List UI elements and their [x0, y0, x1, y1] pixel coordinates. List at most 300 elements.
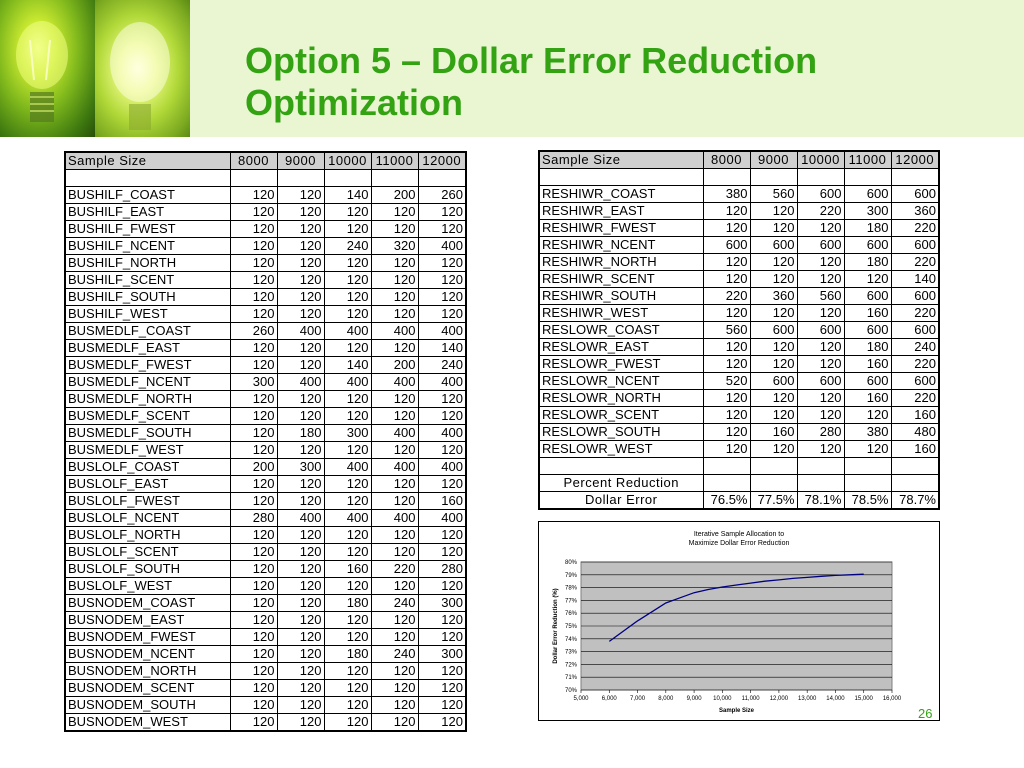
sample-value-cell: 120	[277, 238, 324, 255]
table-row	[65, 527, 466, 544]
sample-value-cell: 400	[418, 459, 466, 476]
sample-value-cell: 260	[418, 187, 466, 204]
segment-name-cell: BUSMEDLF_NCENT	[65, 374, 230, 391]
table-row	[65, 323, 466, 340]
sample-value-cell: 160	[844, 305, 891, 322]
sample-value-cell: 400	[371, 459, 418, 476]
sample-value-cell: 120	[797, 356, 844, 373]
sample-value-cell: 120	[277, 442, 324, 459]
sample-value-cell: 120	[277, 408, 324, 425]
spacer-cell	[891, 475, 939, 492]
table-row	[65, 612, 466, 629]
sample-value-cell: 300	[324, 425, 371, 442]
sample-value-cell: 120	[418, 697, 466, 714]
sample-value-cell: 120	[371, 493, 418, 510]
sample-value-cell: 160	[891, 441, 939, 458]
sample-value-cell: 560	[703, 322, 750, 339]
sample-value-cell: 120	[277, 663, 324, 680]
sample-value-cell: 120	[277, 544, 324, 561]
sample-value-cell: 380	[844, 424, 891, 441]
column-header: 11000	[844, 151, 891, 169]
sample-value-cell: 120	[703, 271, 750, 288]
sample-value-cell: 240	[371, 646, 418, 663]
x-tick-label: 6,000	[601, 696, 617, 702]
sample-value-cell: 120	[277, 612, 324, 629]
sample-value-cell: 220	[891, 390, 939, 407]
column-header: 10000	[797, 151, 844, 169]
column-header: 8000	[703, 151, 750, 169]
y-tick-label: 79%	[564, 572, 577, 579]
percent-reduction-row	[539, 475, 939, 492]
table-row	[65, 425, 466, 442]
sample-value-cell: 360	[891, 203, 939, 220]
sample-value-cell: 180	[844, 220, 891, 237]
segment-name-cell: BUSLOLF_EAST	[65, 476, 230, 493]
sample-value-cell: 180	[324, 646, 371, 663]
sample-value-cell: 560	[797, 288, 844, 305]
sample-value-cell: 120	[230, 663, 277, 680]
sample-value-cell: 120	[230, 238, 277, 255]
sample-value-cell: 120	[277, 561, 324, 578]
dollar-error-row	[539, 492, 939, 510]
sample-value-cell: 400	[371, 425, 418, 442]
sample-value-cell: 520	[703, 373, 750, 390]
sample-value-cell: 120	[750, 356, 797, 373]
spacer-cell	[750, 475, 797, 492]
sample-value-cell: 600	[703, 237, 750, 254]
left-table-spacer-row	[65, 170, 466, 187]
sample-value-cell: 120	[797, 305, 844, 322]
sample-value-cell: 120	[230, 425, 277, 442]
table-row	[539, 322, 939, 339]
table-row	[65, 289, 466, 306]
percent-reduction-label: Percent Reduction	[539, 475, 703, 492]
table-row	[65, 493, 466, 510]
segment-name-cell: BUSHILF_SOUTH	[65, 289, 230, 306]
table-row	[539, 271, 939, 288]
segment-name-cell: BUSHILF_NORTH	[65, 255, 230, 272]
sample-value-cell: 120	[277, 306, 324, 323]
sample-value-cell: 120	[230, 272, 277, 289]
dollar-error-chart	[538, 521, 940, 721]
sample-value-cell: 120	[324, 289, 371, 306]
table-row	[65, 204, 466, 221]
sample-value-cell: 120	[703, 254, 750, 271]
sample-value-cell: 400	[277, 510, 324, 527]
sample-value-cell: 120	[324, 391, 371, 408]
sample-value-cell: 120	[324, 476, 371, 493]
segment-name-cell: BUSLOLF_SCENT	[65, 544, 230, 561]
sample-value-cell: 120	[230, 680, 277, 697]
sample-value-cell: 180	[844, 254, 891, 271]
percent-reduction-value: 78.5%	[844, 492, 891, 510]
table-row	[65, 476, 466, 493]
sample-value-cell: 120	[371, 255, 418, 272]
segment-name-cell: BUSLOLF_FWEST	[65, 493, 230, 510]
sample-value-cell: 120	[418, 476, 466, 493]
table-row	[65, 221, 466, 238]
sample-value-cell: 160	[844, 356, 891, 373]
sample-value-cell: 120	[230, 646, 277, 663]
sample-value-cell: 600	[750, 373, 797, 390]
sample-value-cell: 240	[371, 595, 418, 612]
sample-value-cell: 120	[230, 612, 277, 629]
sample-value-cell: 120	[750, 254, 797, 271]
table-row	[539, 390, 939, 407]
slide-title-line2: Optimization	[245, 82, 463, 123]
sample-value-cell: 400	[418, 323, 466, 340]
sample-value-cell: 180	[324, 595, 371, 612]
sample-value-cell: 120	[277, 289, 324, 306]
segment-name-cell: BUSNODEM_COAST	[65, 595, 230, 612]
sample-value-cell: 300	[230, 374, 277, 391]
segment-name-cell: RESLOWR_NCENT	[539, 373, 703, 390]
chart-title-line1: Iterative Sample Allocation to	[693, 531, 785, 538]
sample-value-cell: 120	[371, 663, 418, 680]
sample-value-cell: 120	[418, 272, 466, 289]
sample-value-cell: 360	[750, 288, 797, 305]
table-row	[65, 374, 466, 391]
sample-value-cell: 300	[418, 595, 466, 612]
row-header-label: Sample Size	[539, 151, 703, 169]
segment-name-cell: BUSNODEM_NCENT	[65, 646, 230, 663]
bulb-icon	[0, 0, 95, 137]
sample-value-cell: 120	[277, 680, 324, 697]
table-row	[65, 646, 466, 663]
sample-value-cell: 120	[230, 544, 277, 561]
sample-value-cell: 280	[418, 561, 466, 578]
sample-value-cell: 120	[277, 187, 324, 204]
segment-name-cell: BUSMEDLF_SCENT	[65, 408, 230, 425]
table-row	[539, 305, 939, 322]
segment-name-cell: BUSMEDLF_EAST	[65, 340, 230, 357]
sample-value-cell: 400	[324, 323, 371, 340]
sample-value-cell: 200	[371, 357, 418, 374]
sample-value-cell: 120	[371, 391, 418, 408]
sample-value-cell: 480	[891, 424, 939, 441]
sample-value-cell: 120	[277, 595, 324, 612]
segment-name-cell: RESHIWR_FWEST	[539, 220, 703, 237]
segment-name-cell: RESLOWR_WEST	[539, 441, 703, 458]
sample-value-cell: 400	[277, 374, 324, 391]
spacer-cell	[418, 170, 466, 187]
table-row	[65, 578, 466, 595]
sample-value-cell: 120	[277, 629, 324, 646]
sample-value-cell: 160	[891, 407, 939, 424]
sample-value-cell: 140	[324, 187, 371, 204]
sample-value-cell: 120	[230, 527, 277, 544]
title-banner	[0, 0, 1024, 137]
sample-value-cell: 400	[418, 510, 466, 527]
sample-value-cell: 120	[324, 629, 371, 646]
y-tick-label: 75%	[564, 624, 577, 630]
table-row	[65, 272, 466, 289]
page-number: 26	[918, 706, 933, 721]
sample-value-cell: 120	[797, 339, 844, 356]
sample-value-cell: 200	[371, 187, 418, 204]
sample-value-cell: 120	[324, 442, 371, 459]
pct-spacer-row	[539, 458, 939, 475]
sample-value-cell: 120	[371, 544, 418, 561]
table-row	[65, 238, 466, 255]
slide-title	[245, 40, 817, 124]
segment-name-cell: BUSMEDLF_WEST	[65, 442, 230, 459]
sample-value-cell: 160	[418, 493, 466, 510]
sample-value-cell: 120	[230, 340, 277, 357]
sample-value-cell: 120	[703, 339, 750, 356]
segment-name-cell: BUSNODEM_WEST	[65, 714, 230, 732]
sample-value-cell: 240	[324, 238, 371, 255]
table-row	[539, 339, 939, 356]
dollar-error-label: Dollar Error	[539, 492, 703, 510]
segment-name-cell: RESLOWR_EAST	[539, 339, 703, 356]
segment-name-cell: BUSNODEM_SCENT	[65, 680, 230, 697]
table-row	[539, 186, 939, 203]
segment-name-cell: BUSHILF_FWEST	[65, 221, 230, 238]
table-row	[65, 255, 466, 272]
sample-value-cell: 300	[277, 459, 324, 476]
table-row	[539, 373, 939, 390]
column-header: 9000	[277, 152, 324, 170]
spacer-cell	[750, 458, 797, 475]
table-row	[65, 663, 466, 680]
segment-name-cell: BUSMEDLF_NORTH	[65, 391, 230, 408]
segment-name-cell: RESHIWR_NCENT	[539, 237, 703, 254]
sample-value-cell: 300	[418, 646, 466, 663]
percent-reduction-value: 77.5%	[750, 492, 797, 510]
segment-name-cell: RESHIWR_SOUTH	[539, 288, 703, 305]
chart-svg	[539, 522, 939, 720]
sample-value-cell: 120	[230, 578, 277, 595]
sample-value-cell: 220	[891, 254, 939, 271]
table-row	[539, 441, 939, 458]
sample-value-cell: 120	[703, 390, 750, 407]
table-row	[65, 595, 466, 612]
sample-value-cell: 120	[230, 306, 277, 323]
spacer-cell	[797, 169, 844, 186]
sample-value-cell: 120	[371, 697, 418, 714]
sample-value-cell: 120	[418, 714, 466, 732]
x-tick-label: 10,000	[713, 696, 732, 702]
sample-value-cell: 120	[418, 680, 466, 697]
sample-value-cell: 120	[371, 629, 418, 646]
sample-value-cell: 120	[371, 714, 418, 732]
lightbulb-image	[0, 0, 190, 137]
sample-value-cell: 120	[277, 578, 324, 595]
segment-name-cell: RESHIWR_WEST	[539, 305, 703, 322]
spacer-cell	[703, 458, 750, 475]
sample-value-cell: 120	[844, 407, 891, 424]
x-tick-label: 9,000	[686, 696, 702, 702]
sample-value-cell: 120	[371, 442, 418, 459]
sample-value-cell: 400	[371, 510, 418, 527]
table-row	[539, 220, 939, 237]
segment-name-cell: RESLOWR_NORTH	[539, 390, 703, 407]
table-row	[539, 203, 939, 220]
sample-value-cell: 180	[277, 425, 324, 442]
sample-value-cell: 400	[371, 374, 418, 391]
y-tick-label: 74%	[564, 636, 577, 643]
sample-value-cell: 120	[418, 663, 466, 680]
sample-value-cell: 120	[324, 408, 371, 425]
sample-value-cell: 120	[750, 339, 797, 356]
sample-value-cell: 600	[891, 373, 939, 390]
table-row	[65, 459, 466, 476]
table-row	[65, 629, 466, 646]
sample-value-cell: 220	[891, 305, 939, 322]
sample-value-cell: 120	[324, 714, 371, 732]
segment-name-cell: BUSNODEM_SOUTH	[65, 697, 230, 714]
x-tick-label: 11,000	[741, 696, 760, 702]
sample-value-cell: 120	[324, 663, 371, 680]
segment-name-cell: RESLOWR_SCENT	[539, 407, 703, 424]
right-allocation-table	[538, 150, 940, 510]
table-row	[65, 357, 466, 374]
table-row	[539, 237, 939, 254]
bulb-panel-right	[95, 0, 190, 137]
x-axis-label: Sample Size	[718, 708, 755, 714]
sample-value-cell: 120	[230, 697, 277, 714]
sample-value-cell: 120	[703, 441, 750, 458]
x-tick-label: 15,000	[854, 696, 873, 702]
sample-value-cell: 240	[891, 339, 939, 356]
sample-value-cell: 120	[324, 612, 371, 629]
spacer-cell	[797, 458, 844, 475]
column-header: 9000	[750, 151, 797, 169]
sample-value-cell: 120	[324, 272, 371, 289]
table-row	[65, 187, 466, 204]
sample-value-cell: 280	[230, 510, 277, 527]
sample-value-cell: 200	[230, 459, 277, 476]
column-header: 11000	[371, 152, 418, 170]
sample-value-cell: 120	[230, 289, 277, 306]
sample-value-cell: 160	[324, 561, 371, 578]
sample-value-cell: 120	[797, 407, 844, 424]
sample-value-cell: 120	[750, 220, 797, 237]
right-table-spacer-row	[539, 169, 939, 186]
segment-name-cell: BUSLOLF_WEST	[65, 578, 230, 595]
left-allocation-table	[64, 151, 467, 732]
bulb-panel-left	[0, 0, 95, 137]
percent-reduction-value: 76.5%	[703, 492, 750, 510]
sample-value-cell: 600	[844, 322, 891, 339]
table-row	[65, 697, 466, 714]
sample-value-cell: 120	[703, 305, 750, 322]
table-row	[65, 442, 466, 459]
sample-value-cell: 180	[844, 339, 891, 356]
segment-name-cell: BUSHILF_SCENT	[65, 272, 230, 289]
x-tick-label: 8,000	[658, 696, 674, 702]
sample-value-cell: 600	[891, 322, 939, 339]
sample-value-cell: 220	[891, 220, 939, 237]
sample-value-cell: 120	[230, 357, 277, 374]
sample-value-cell: 120	[277, 221, 324, 238]
sample-value-cell: 120	[371, 527, 418, 544]
segment-name-cell: BUSLOLF_COAST	[65, 459, 230, 476]
table-row	[65, 408, 466, 425]
sample-value-cell: 120	[324, 221, 371, 238]
sample-value-cell: 120	[750, 203, 797, 220]
segment-name-cell: BUSLOLF_NCENT	[65, 510, 230, 527]
spacer-cell	[844, 475, 891, 492]
sample-value-cell: 120	[418, 306, 466, 323]
right-table-header-row	[539, 151, 939, 169]
sample-value-cell: 260	[230, 323, 277, 340]
x-tick-label: 16,000	[882, 696, 902, 702]
sample-value-cell: 600	[891, 237, 939, 254]
table-row	[65, 306, 466, 323]
segment-name-cell: BUSLOLF_NORTH	[65, 527, 230, 544]
sample-value-cell: 400	[324, 510, 371, 527]
sample-value-cell: 120	[371, 408, 418, 425]
sample-value-cell: 120	[750, 305, 797, 322]
sample-value-cell: 600	[797, 186, 844, 203]
table-row	[539, 424, 939, 441]
sample-value-cell: 600	[797, 322, 844, 339]
y-tick-label: 76%	[564, 611, 577, 618]
sample-value-cell: 120	[844, 441, 891, 458]
sample-value-cell: 380	[703, 186, 750, 203]
segment-name-cell: BUSMEDLF_SOUTH	[65, 425, 230, 442]
sample-value-cell: 600	[844, 186, 891, 203]
sample-value-cell: 400	[371, 323, 418, 340]
spacer-cell	[844, 458, 891, 475]
sample-value-cell: 120	[750, 441, 797, 458]
x-tick-label: 12,000	[769, 696, 789, 702]
table-row	[539, 254, 939, 271]
spacer-cell	[703, 169, 750, 186]
sample-value-cell: 240	[418, 357, 466, 374]
sample-value-cell: 120	[797, 441, 844, 458]
sample-value-cell: 600	[844, 288, 891, 305]
sample-value-cell: 120	[418, 255, 466, 272]
sample-value-cell: 120	[844, 271, 891, 288]
segment-name-cell: RESLOWR_SOUTH	[539, 424, 703, 441]
sample-value-cell: 120	[750, 271, 797, 288]
spacer-cell	[891, 458, 939, 475]
segment-name-cell: RESHIWR_NORTH	[539, 254, 703, 271]
sample-value-cell: 400	[324, 459, 371, 476]
sample-value-cell: 120	[324, 544, 371, 561]
sample-value-cell: 160	[844, 390, 891, 407]
sample-value-cell: 140	[891, 271, 939, 288]
sample-value-cell: 120	[324, 306, 371, 323]
sample-value-cell: 120	[230, 493, 277, 510]
sample-value-cell: 120	[324, 527, 371, 544]
sample-value-cell: 400	[418, 238, 466, 255]
sample-value-cell: 120	[324, 340, 371, 357]
spacer-cell	[65, 170, 230, 187]
sample-value-cell: 120	[277, 697, 324, 714]
column-header: 12000	[891, 151, 939, 169]
sample-value-cell: 120	[703, 203, 750, 220]
sample-value-cell: 120	[277, 493, 324, 510]
sample-value-cell: 120	[277, 646, 324, 663]
table-row	[65, 391, 466, 408]
segment-name-cell: BUSHILF_WEST	[65, 306, 230, 323]
segment-name-cell: BUSNODEM_FWEST	[65, 629, 230, 646]
sample-value-cell: 120	[797, 220, 844, 237]
segment-name-cell: RESLOWR_COAST	[539, 322, 703, 339]
sample-value-cell: 120	[797, 390, 844, 407]
left-table-header-row	[65, 152, 466, 170]
sample-value-cell: 120	[324, 697, 371, 714]
sample-value-cell: 120	[324, 204, 371, 221]
segment-name-cell: BUSMEDLF_FWEST	[65, 357, 230, 374]
sample-value-cell: 120	[324, 578, 371, 595]
sample-value-cell: 120	[277, 357, 324, 374]
sample-value-cell: 600	[797, 373, 844, 390]
